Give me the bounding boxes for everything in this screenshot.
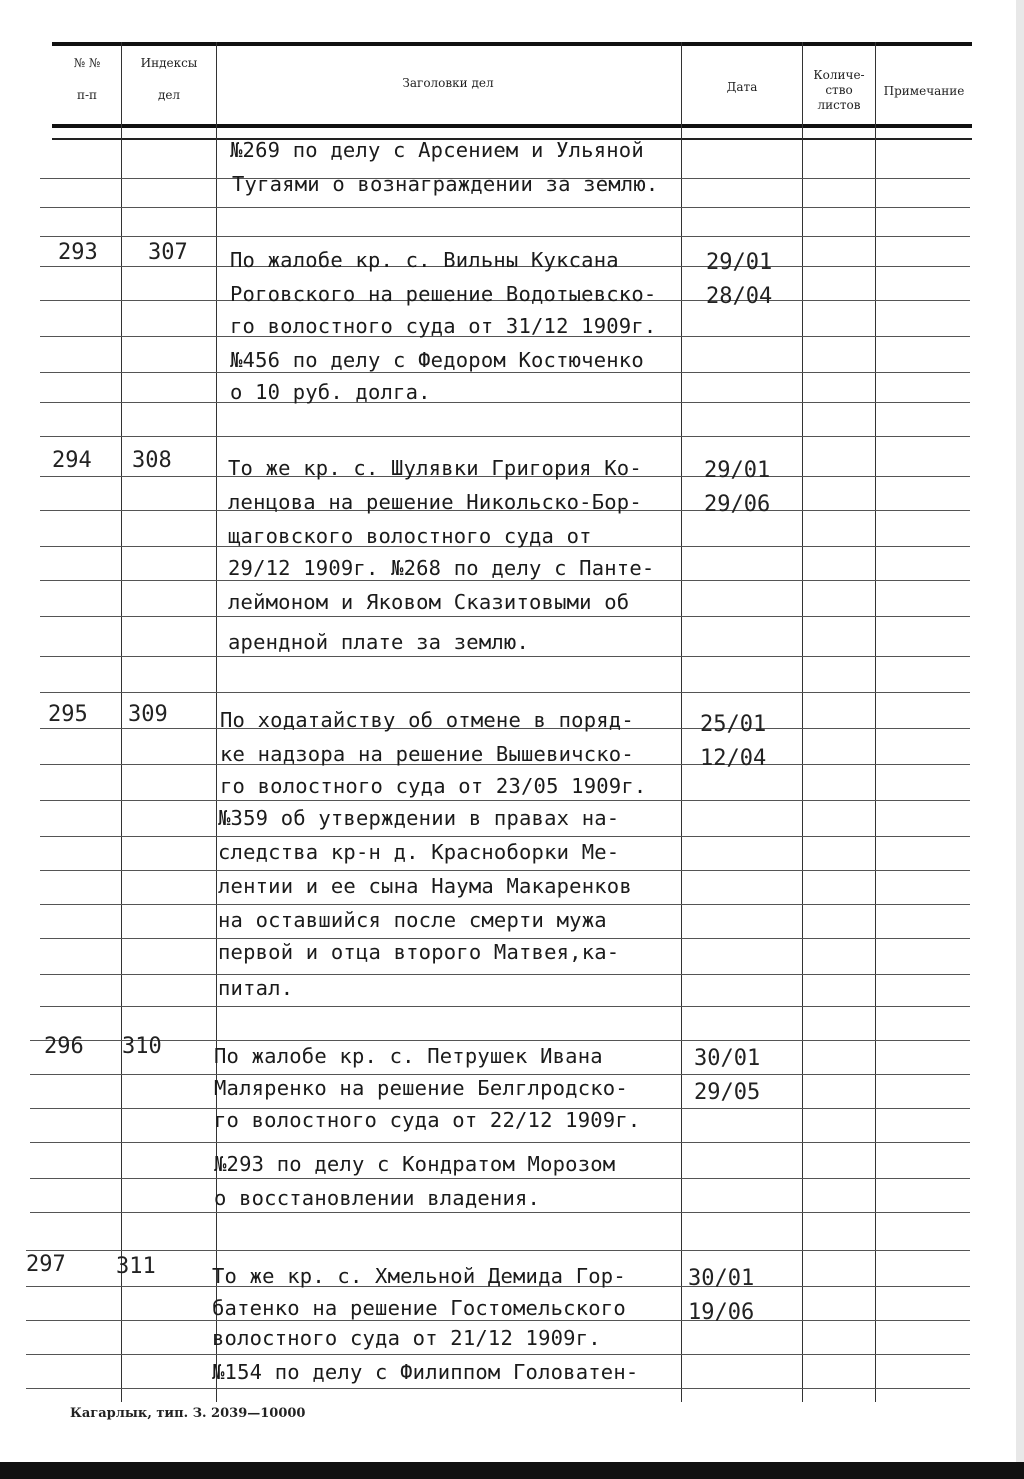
entry-line: волостного суда от 21/12 1909г. [212,1326,601,1350]
entry-line: Тугаями о вознаграждении за землю. [232,172,659,196]
entry-line: о восстановлении владения. [214,1186,541,1210]
date-end: 28/04 [706,284,773,309]
entry-line: батенко на решение Гостомельского [212,1296,626,1320]
date-start: 25/01 [700,712,767,737]
entry-line: щаговского волостного суда от [228,524,592,548]
entry-line: 29/12 1909г. №268 по делу с Панте- [228,556,655,580]
entry-line: лентии и ее сына Наума Макаренков [218,874,632,898]
row-number: 297 [26,1252,66,1277]
header-sheets-3: листов [817,98,861,112]
entry-line: То же кр. с. Хмельной Демида Гор- [212,1264,626,1288]
entry-line: го волостного суда от 22/12 1909г. [214,1108,641,1132]
header-num-2: п-п [76,88,98,102]
entry-line: ленцова на решение Никольско-Бор- [228,490,642,514]
row-index: 310 [122,1034,162,1059]
scan-edge-bottom [0,1462,1024,1479]
header-index-2: дел [157,88,181,102]
printer-imprint: Кагарлык, тип. З. 2039—10000 [70,1406,306,1421]
date-start: 30/01 [694,1046,761,1071]
entry-line: го волостного суда от 31/12 1909г. [230,314,657,338]
entry-line: №359 об утверждении в правах на- [218,806,620,830]
row-number: 294 [52,448,92,473]
divider-title-date [681,42,682,1402]
date-start: 30/01 [688,1266,755,1291]
entry-line: следства кр-н д. Красноборки Ме- [218,840,620,864]
header-date: Дата [726,80,758,94]
row-number: 296 [44,1034,84,1059]
date-start: 29/01 [704,458,771,483]
entry-line: По ходатайству об отмене в поряд- [220,708,634,732]
entry-line: №293 по делу с Кондратом Морозом [214,1152,616,1176]
row-number: 293 [58,240,98,265]
row-index: 311 [116,1254,156,1279]
entry-line: Маляренко на решение Белглродско- [214,1076,628,1100]
header-index-1: Индексы [140,56,198,70]
entry-line: го волостного суда от 23/05 1909г. [220,774,647,798]
entry-line: на оставшийся после смерти мужа [218,908,607,932]
date-end: 19/06 [688,1300,755,1325]
entry-line: По жалобе кр. с. Вильны Куксана [230,248,619,272]
entry-line: первой и отца второго Матвея,ка- [218,940,620,964]
entry-line: питал. [218,976,294,1000]
entry-line: То же кр. с. Шулявки Григория Ко- [228,456,642,480]
date-end: 29/05 [694,1080,761,1105]
divider-date-sheets [802,42,803,1402]
row-number: 295 [48,702,88,727]
scan-edge-right [1016,0,1024,1479]
header-sheets-1: Количе- [813,68,865,82]
entry-line: арендной плате за землю. [228,630,530,654]
divider-sheets-note [875,42,876,1402]
header-title: Заголовки дел [402,76,494,90]
entry-line: По жалобе кр. с. Петрушек Ивана [214,1044,603,1068]
row-index: 308 [132,448,172,473]
header-sheets-2: ство [825,83,853,97]
header-num-1: № № [73,56,101,70]
entry-line: №154 по делу с Филиппом Головатен- [212,1360,639,1384]
header-note: Примечание [883,84,965,98]
date-end: 12/04 [700,746,767,771]
entry-line: №456 по делу с Федором Костюченко [230,348,644,372]
entry-line: о 10 руб. долга. [230,380,431,404]
entry-line: ке надзора на решение Вышевичско- [220,742,634,766]
entry-line: леймоном и Яковом Сказитовыми об [228,590,630,614]
header-bottom-rule [52,124,972,128]
entry-line: Роговского на решение Водотыевско- [230,282,657,306]
entry-line: №269 по делу с Арсением и Ульяной [230,138,644,162]
table-top-rule [52,42,972,46]
date-start: 29/01 [706,250,773,275]
row-index: 309 [128,702,168,727]
row-index: 307 [148,240,188,265]
date-end: 29/06 [704,492,771,517]
divider-num-index [121,42,122,1402]
